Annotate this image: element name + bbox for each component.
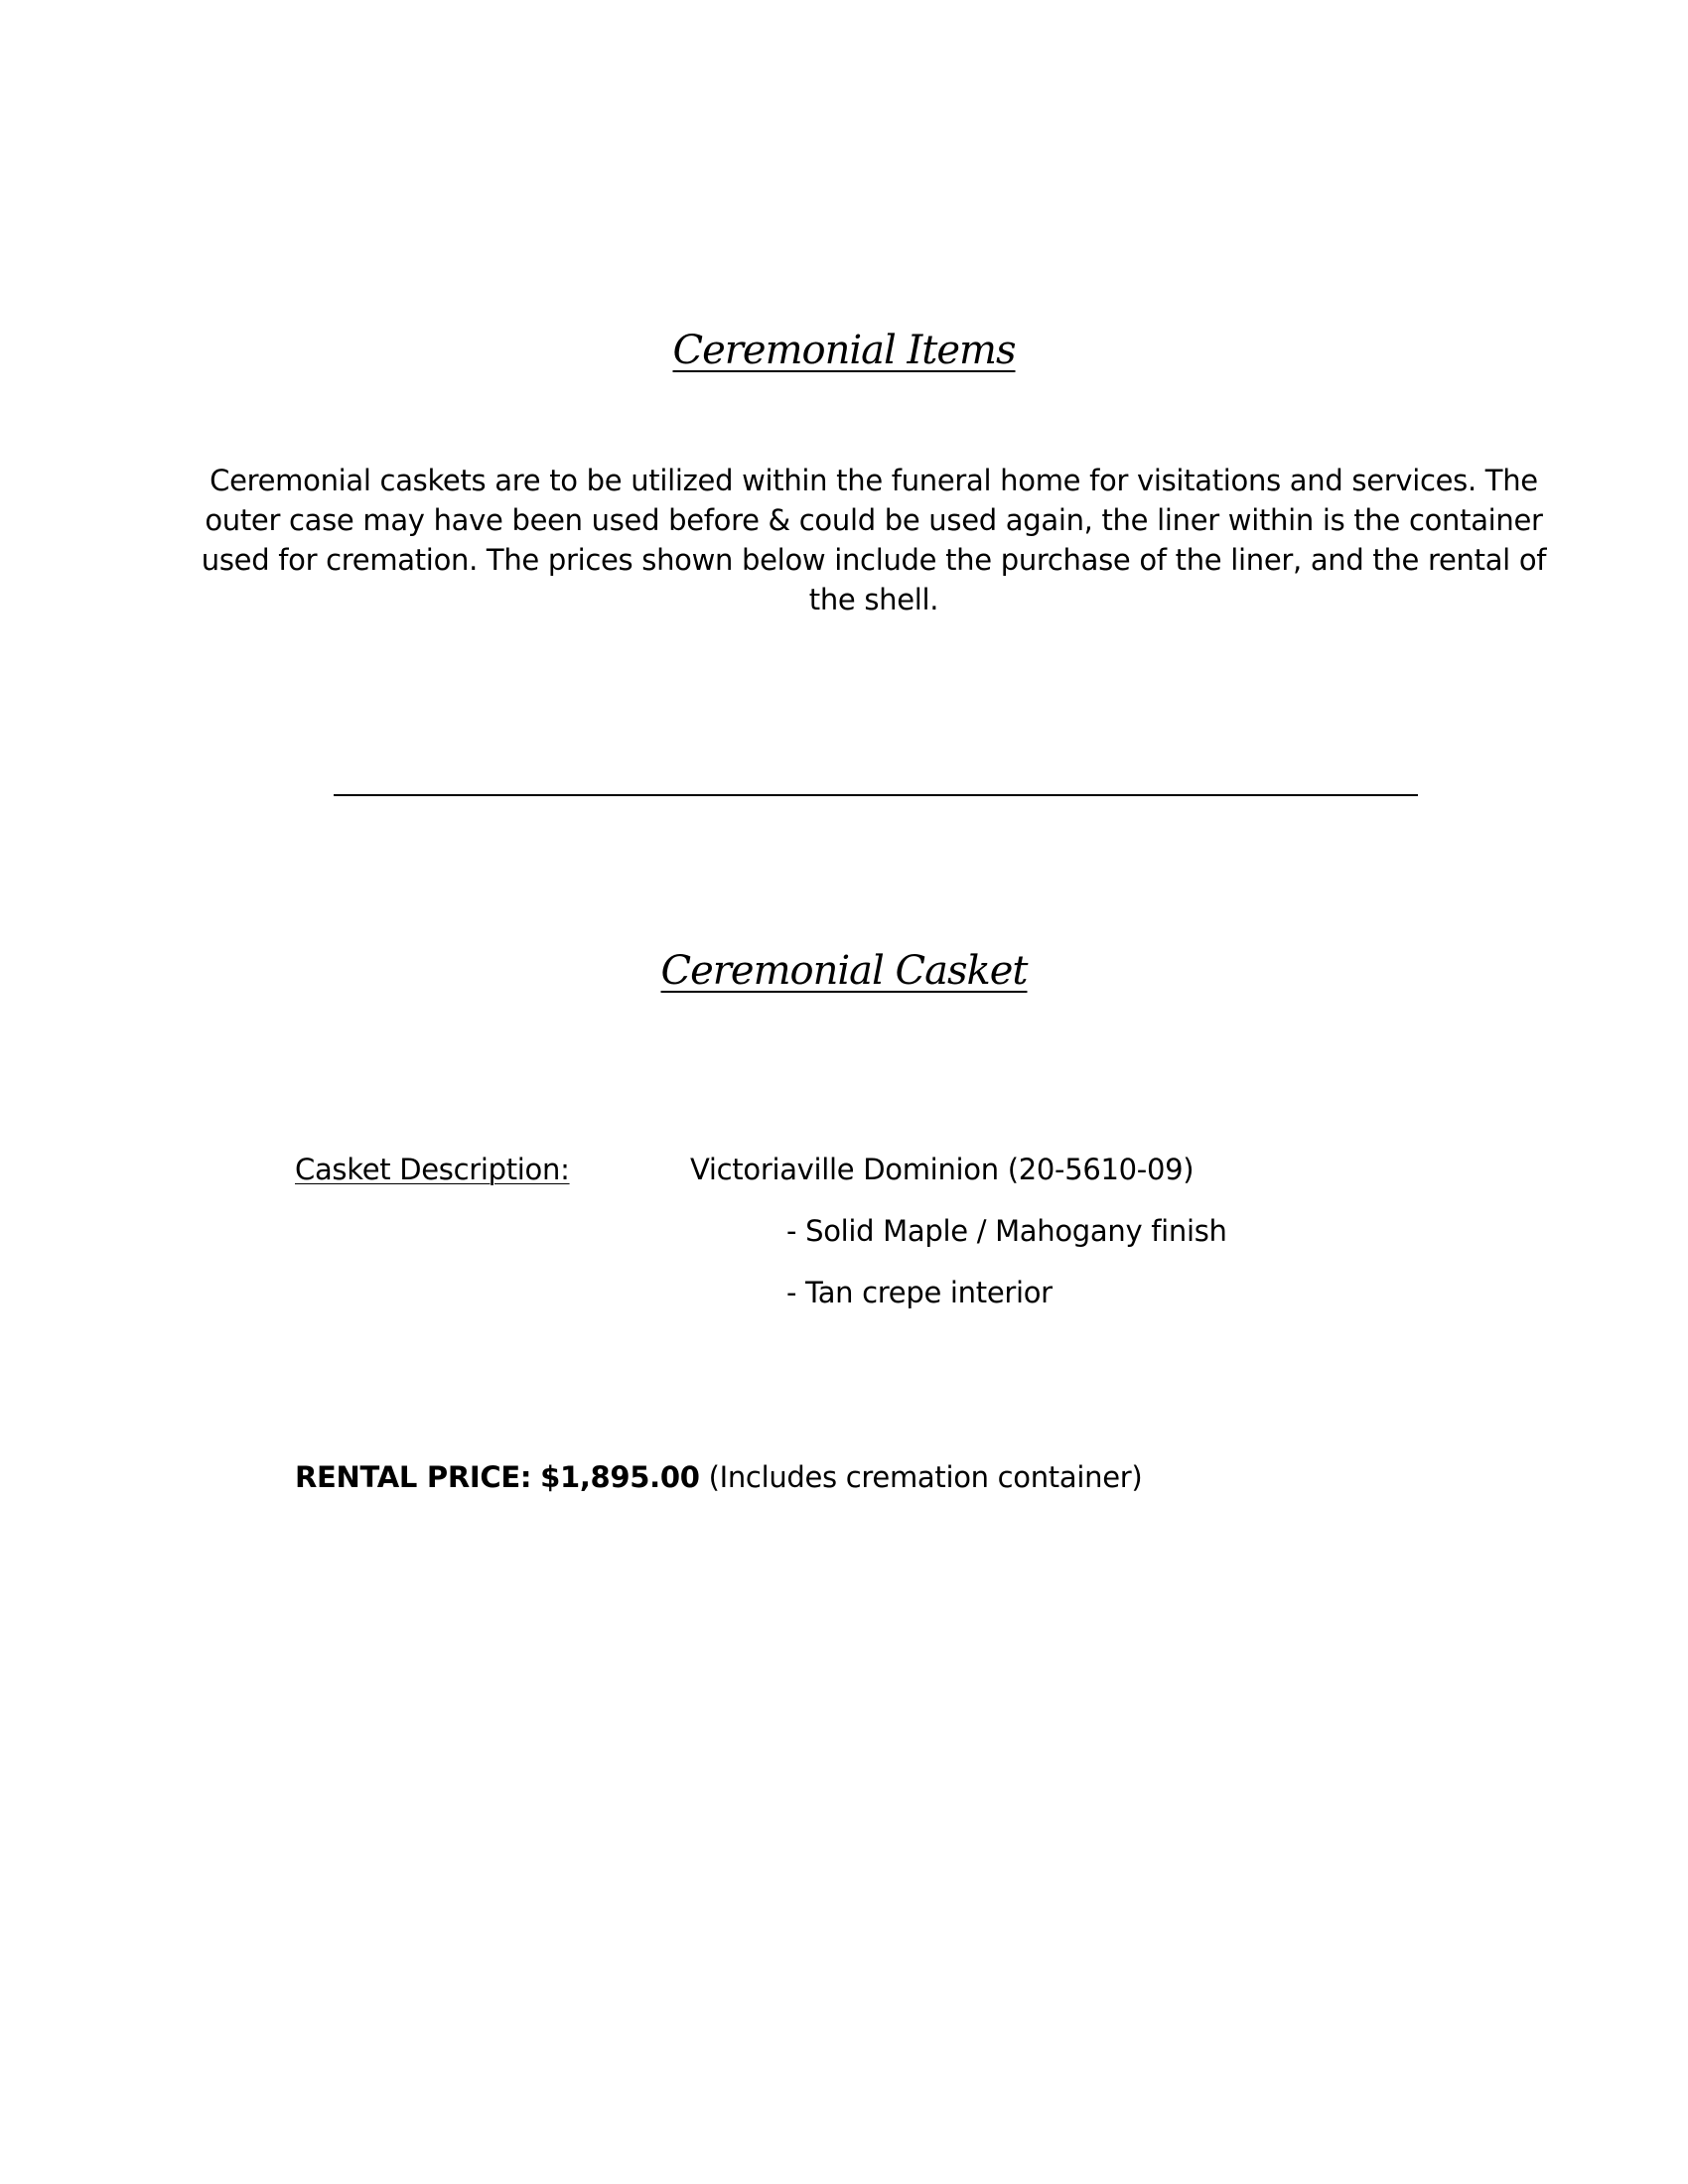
casket-model: Victoriaville Dominion (20-5610-09) bbox=[690, 1153, 1195, 1186]
casket-description-label: Casket Description: bbox=[295, 1153, 570, 1186]
intro-paragraph: Ceremonial caskets are to be utilized within the funeral home for visitations and services. The outer case may have been used before & could be used again, the liner within is the container used for cremation. The prices shown below include the purchase of the liner, and the rental of the shell. bbox=[201, 464, 1547, 616]
rental-price-line bbox=[295, 1460, 1143, 1494]
casket-feature-finish: - Solid Maple / Mahogany finish bbox=[786, 1214, 1227, 1248]
casket-feature-interior: - Tan crepe interior bbox=[786, 1276, 1053, 1309]
rental-price-label: RENTAL PRICE: bbox=[295, 1460, 532, 1494]
rental-price-value: $1,895.00 bbox=[540, 1460, 700, 1494]
ceremonial-items-title: Ceremonial Items bbox=[672, 328, 1016, 373]
ceremonial-casket-heading bbox=[0, 948, 1688, 994]
section-divider bbox=[334, 794, 1418, 796]
ceremonial-casket-title: Ceremonial Casket bbox=[660, 948, 1028, 994]
ceremonial-items-heading bbox=[0, 328, 1688, 373]
rental-price-note: (Includes cremation container) bbox=[708, 1460, 1143, 1494]
